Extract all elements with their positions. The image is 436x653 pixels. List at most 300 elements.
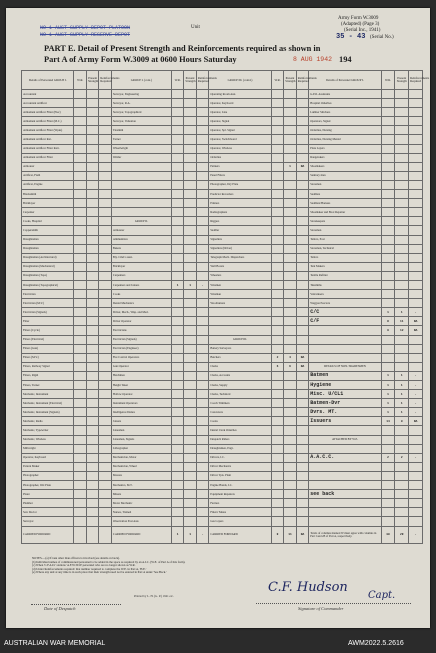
present-cell [86, 517, 98, 526]
reinf-cell [409, 499, 423, 508]
wr-cell [171, 162, 183, 171]
wr-cell [74, 381, 86, 390]
present-cell [184, 262, 196, 271]
present-cell [184, 308, 196, 317]
present-cell [284, 508, 296, 517]
wr-cell [74, 462, 86, 471]
wr-cell [171, 362, 183, 371]
reinf-cell [296, 408, 308, 417]
trade-name: Radiographers [209, 208, 271, 217]
present-cell [284, 517, 296, 526]
present-cell [184, 335, 196, 344]
reinf-cell [296, 271, 308, 280]
trade-name: Turner [111, 135, 171, 144]
trade-name: Clerks, Supply [209, 381, 271, 390]
wr-cell [74, 171, 86, 180]
reinf-cell [409, 99, 423, 108]
present-cell [184, 444, 196, 453]
reinf-cell [196, 399, 208, 408]
present-cell [86, 271, 98, 280]
wr-cell [171, 126, 183, 135]
trade-name: Coach Trimmers [209, 399, 271, 408]
trade-name: Fitters (Electrical) [22, 335, 74, 344]
trade-name: Armament Artificer Inst. [22, 135, 74, 144]
present-cell: 2 [395, 453, 409, 462]
trade-name: GROUP II. [111, 217, 171, 226]
wr-cell [74, 153, 86, 162]
trade-name: Operating Room Asst. [209, 90, 271, 99]
reinf-cell: NA [409, 317, 423, 326]
reinf-cell [296, 208, 308, 217]
wr-cell [74, 308, 86, 317]
trade-name: Woodturners [209, 299, 271, 308]
wr-cell [271, 481, 283, 490]
handwritten-entry: see back [309, 490, 381, 499]
reinf-cell [196, 462, 208, 471]
present-cell [184, 499, 196, 508]
trade-name: Equipment Repairers [209, 490, 271, 499]
reinf-cell [99, 217, 111, 226]
reinf-cell [409, 344, 423, 353]
reinf-cell [296, 390, 308, 399]
wr-cell [381, 208, 395, 217]
reinf-cell [296, 171, 308, 180]
strength-table [21, 70, 430, 544]
col-header-details: Details of Personnel GROUP I. [22, 71, 74, 90]
wr-cell [171, 117, 183, 126]
table-row [22, 362, 423, 371]
present-cell [184, 326, 196, 335]
present-cell [184, 190, 196, 199]
trade-name: Cooks [209, 417, 271, 426]
reinf-cell [99, 444, 111, 453]
wr-cell [381, 262, 395, 271]
present-cell [395, 99, 409, 108]
present-cell [86, 244, 98, 253]
table-row [22, 235, 423, 244]
present-cell [86, 253, 98, 262]
trade-name: Photographer [22, 471, 74, 480]
reinf-cell [409, 262, 423, 271]
wr-cell [171, 444, 183, 453]
table-row [22, 444, 423, 453]
present-cell [184, 426, 196, 435]
present-cell [395, 90, 409, 99]
table-row [22, 453, 423, 462]
table-row [22, 280, 423, 289]
wr-cell [271, 517, 283, 526]
reinf-cell [196, 208, 208, 217]
wr-cell [271, 471, 283, 480]
wr-cell: 2 [381, 453, 395, 462]
reinf-cell: NA [296, 353, 308, 362]
reinf-cell: - [196, 526, 208, 543]
note-line: (d) Under Reinforcements required: that number required to complete the W.E. in Part A, 'H.E.' [32, 566, 147, 571]
trade-name: Accountant [22, 90, 74, 99]
trade-name: Saddlers [309, 190, 381, 199]
wr-cell [381, 90, 395, 99]
wr-cell [271, 344, 283, 353]
present-cell [184, 517, 196, 526]
wr-cell [271, 126, 283, 135]
wr-cell [271, 335, 283, 344]
wr-cell [74, 253, 86, 262]
reinf-cell [196, 99, 208, 108]
present-cell [184, 135, 196, 144]
table-row [22, 344, 423, 353]
trade-name: Fitter [22, 317, 74, 326]
reinf-cell [409, 162, 423, 171]
trade-name: Carpenters [111, 271, 171, 280]
reinf-cell [409, 271, 423, 280]
reinf-cell [99, 144, 111, 153]
present-cell [86, 381, 98, 390]
reinf-cell [296, 180, 308, 189]
wr-cell [271, 244, 283, 253]
present-cell: 1 [184, 526, 196, 543]
reinf-cell [196, 344, 208, 353]
wr-cell [271, 199, 283, 208]
present-cell [184, 144, 196, 153]
wr-cell [381, 517, 395, 526]
wr-cell [171, 371, 183, 380]
present-cell [184, 253, 196, 262]
present-cell [86, 299, 98, 308]
wr-cell [271, 280, 283, 289]
present-cell [395, 517, 409, 526]
wr-cell: 9 [381, 326, 395, 335]
wr-cell [74, 508, 86, 517]
trade-name: Driver Tpts. Plant [209, 471, 271, 480]
present-cell [284, 126, 296, 135]
trade-name: Mechanic, Instrument (Signals) [22, 408, 74, 417]
wr-cell [271, 226, 283, 235]
present-cell [284, 326, 296, 335]
reinf-cell [196, 235, 208, 244]
wr-cell [381, 435, 395, 444]
present-cell [284, 190, 296, 199]
col-header-present: Present Strength [86, 71, 98, 90]
col-header-wr: W.R. [381, 71, 395, 90]
trade-name: Sanitary men [309, 171, 381, 180]
reinf-cell [296, 499, 308, 508]
reinf-cell [99, 226, 111, 235]
present-cell [284, 108, 296, 117]
reinf-cell [99, 408, 111, 417]
trade-name [309, 426, 381, 435]
unit-label: Unit [191, 25, 200, 30]
reinf-cell [99, 235, 111, 244]
wr-cell [271, 253, 283, 262]
present-cell [284, 244, 296, 253]
trade-name [111, 199, 171, 208]
table-row [22, 508, 423, 517]
reinf-cell [296, 235, 308, 244]
signature-label: Signature of Commander [298, 606, 344, 611]
present-cell [86, 290, 98, 299]
trade-name: Draughtsman (Mechanical) [22, 262, 74, 271]
present-cell [86, 326, 98, 335]
wr-cell [271, 453, 283, 462]
carried-forward-label: CARRIED FORWARD [209, 526, 271, 543]
unit-stamp-2: NO 1 AUST SUPPLY RESERVE DEPOT [40, 32, 131, 38]
trade-name: Nurses, Trained [111, 508, 171, 517]
present-cell [284, 208, 296, 217]
wr-cell [271, 180, 283, 189]
present-cell [86, 180, 98, 189]
present-cell [395, 144, 409, 153]
trade-name: Operator, Keyboard [22, 453, 74, 462]
wr-cell: 1 [381, 408, 395, 417]
wr-cell [381, 271, 395, 280]
wr-cell [381, 499, 395, 508]
caption-institution: AUSTRALIAN WAR MEMORIAL [4, 640, 106, 647]
table-row [22, 317, 423, 326]
wr-cell [171, 317, 183, 326]
trade-name: Tinsmith [111, 126, 171, 135]
wr-cell [381, 335, 395, 344]
present-cell [184, 126, 196, 135]
trade-name: Saw Doctor [22, 508, 74, 517]
wr-cell [381, 171, 395, 180]
reinf-cell [296, 153, 308, 162]
wr-cell: 30 [381, 526, 395, 543]
trade-name: Tinsmiths [309, 280, 381, 289]
reinf-cell [196, 453, 208, 462]
wr-cell [381, 426, 395, 435]
wr-cell [381, 253, 395, 262]
wr-cell [74, 344, 86, 353]
present-cell: 1 [395, 399, 409, 408]
present-cell [284, 199, 296, 208]
wr-cell [74, 135, 86, 144]
wr-cell: 6 [271, 362, 283, 371]
table-row [22, 190, 423, 199]
table-row [22, 99, 423, 108]
trade-name: Signallers (Driver) [209, 244, 271, 253]
trade-name: Pattern Maker [22, 462, 74, 471]
trade-name: Predictor Recorders [209, 190, 271, 199]
wr-cell [74, 208, 86, 217]
col-header-present: Present Strength [184, 71, 196, 90]
trade-name: Driver Operator [111, 317, 171, 326]
trade-name: Signallers [209, 235, 271, 244]
trade-name: Shoemaker and Boot Repairer [309, 208, 381, 217]
wr-cell [74, 117, 86, 126]
trade-name: Artificer, Engine [22, 180, 74, 189]
present-cell [86, 208, 98, 217]
trade-name: Shoemakers [309, 162, 381, 171]
reinf-cell [296, 253, 308, 262]
col-header-wr: W.R. [74, 71, 86, 90]
reinf-cell [99, 253, 111, 262]
wr-cell [171, 90, 183, 99]
present-cell [395, 444, 409, 453]
present-cell [284, 481, 296, 490]
present-cell [284, 99, 296, 108]
trade-name: Operator, Signal [209, 117, 271, 126]
trade-name: Electrician (Engineer) [111, 344, 171, 353]
present-cell [184, 371, 196, 380]
wr-cell [74, 217, 86, 226]
reinf-cell [296, 262, 308, 271]
reinf-cell [99, 99, 111, 108]
trade-name: Wheelwright [111, 144, 171, 153]
present-cell [284, 299, 296, 308]
present-cell [284, 462, 296, 471]
reinf-cell [196, 90, 208, 99]
wr-cell [171, 190, 183, 199]
trade-name: Ammunition [111, 235, 171, 244]
trade-name: Printers [209, 199, 271, 208]
present-cell [184, 299, 196, 308]
reinf-cell [99, 517, 111, 526]
reinf-cell [296, 126, 308, 135]
reinf-cell [99, 90, 111, 99]
handwritten-entry: C/C [309, 308, 381, 317]
reinf-cell [99, 462, 111, 471]
trade-name: Riggers [209, 217, 271, 226]
wr-cell [271, 271, 283, 280]
wr-cell: 1 [381, 308, 395, 317]
wr-cell [171, 144, 183, 153]
trade-name: Draughtsman (Topographical) [22, 280, 74, 289]
present-cell [184, 117, 196, 126]
trade-name: Electrician (Signals) [22, 308, 74, 317]
present-cell [395, 490, 409, 499]
table-row [22, 499, 423, 508]
trade-name: Operator, Line [209, 108, 271, 117]
trade-name: Hospital Orderlies [309, 99, 381, 108]
reinf-cell [99, 290, 111, 299]
reinf-cell [296, 471, 308, 480]
col-header-present: Present Strength [284, 71, 296, 90]
reinf-cell [196, 290, 208, 299]
table-row [22, 290, 423, 299]
reinf-cell [196, 117, 208, 126]
handwritten-entry: A.A.C.C. [309, 453, 381, 462]
wr-cell [381, 462, 395, 471]
present-cell [86, 417, 98, 426]
trade-name: Driver, Mech., Wkp. and Med. [111, 308, 171, 317]
trade-name: Saddler [209, 226, 271, 235]
wr-cell: 1 [171, 526, 183, 543]
trade-name [309, 481, 381, 490]
wr-cell [381, 280, 395, 289]
reinf-cell [196, 499, 208, 508]
present-cell [86, 135, 98, 144]
wr-cell [171, 271, 183, 280]
wr-cell [171, 208, 183, 217]
reinf-cell [196, 408, 208, 417]
wr-cell [74, 290, 86, 299]
wr-cell [171, 308, 183, 317]
present-cell [395, 426, 409, 435]
present-cell [86, 335, 98, 344]
reinf-cell [99, 362, 111, 371]
reinf-cell [99, 299, 111, 308]
present-cell [86, 462, 98, 471]
trade-name [309, 444, 381, 453]
present-cell [395, 344, 409, 353]
trade-name: Plate Layers [309, 144, 381, 153]
trade-name: Clerks [209, 362, 271, 371]
reinf-cell [196, 508, 208, 517]
reinf-cell [296, 326, 308, 335]
wr-cell [171, 381, 183, 390]
present-cell [284, 408, 296, 417]
handwritten-entry: C/F [309, 317, 381, 326]
reinf-cell [196, 371, 208, 380]
reinf-cell: NA [296, 162, 308, 171]
present-cell [184, 362, 196, 371]
table-row [22, 481, 423, 490]
reinf-cell [409, 253, 423, 262]
wr-cell [271, 235, 283, 244]
trade-name: Electricians [111, 326, 171, 335]
present-cell [184, 353, 196, 362]
trade-name [309, 335, 381, 344]
reinf-cell [99, 453, 111, 462]
reinf-cell [99, 171, 111, 180]
reinf-cell [409, 244, 423, 253]
reinf-cell: NA [409, 326, 423, 335]
trade-name: Height Taker [111, 381, 171, 390]
present-cell: 11 [284, 526, 296, 543]
trade-name [209, 317, 271, 326]
reinf-cell [99, 190, 111, 199]
table-row [22, 199, 423, 208]
present-cell [395, 162, 409, 171]
present-cell [395, 290, 409, 299]
trade-name: Millwright [22, 444, 74, 453]
wr-cell [381, 108, 395, 117]
trade-name: Waggon Erectors [309, 299, 381, 308]
reinf-cell [196, 180, 208, 189]
reinf-cell [196, 217, 208, 226]
trade-name: GROUP III. [209, 335, 271, 344]
year-suffix: 194 [339, 55, 352, 64]
wr-cell [271, 90, 283, 99]
present-cell [284, 271, 296, 280]
reinf-cell [99, 308, 111, 317]
table-row [22, 171, 423, 180]
col-header-reinf: Reinforcements Required [409, 71, 423, 90]
wr-cell [74, 353, 86, 362]
serial-label: (Serial No.) [370, 35, 394, 40]
note-line: (b) Individual names of commissioned personnel to be added in the space as required by an A.I.C. (W.E. of Part A of this form). [32, 559, 186, 564]
wr-cell [271, 408, 283, 417]
reinf-cell [296, 217, 308, 226]
present-cell [86, 171, 98, 180]
present-cell [395, 153, 409, 162]
wr-cell [271, 444, 283, 453]
present-cell [86, 399, 98, 408]
present-cell [86, 453, 98, 462]
reinf-cell [196, 381, 208, 390]
trade-name [111, 190, 171, 199]
present-cell [184, 381, 196, 390]
trade-name: Farriers [209, 499, 271, 508]
trade-name: G.P.O. Assistants [309, 90, 381, 99]
trade-name: Drivers, I.C. [209, 453, 271, 462]
wr-cell [171, 508, 183, 517]
trade-name: Carpenters and Joiners [111, 280, 171, 289]
reinf-cell [99, 153, 111, 162]
reinf-cell [409, 135, 423, 144]
wr-cell [271, 462, 283, 471]
carried-forward-label: CARRIED FORWARD [22, 526, 74, 543]
